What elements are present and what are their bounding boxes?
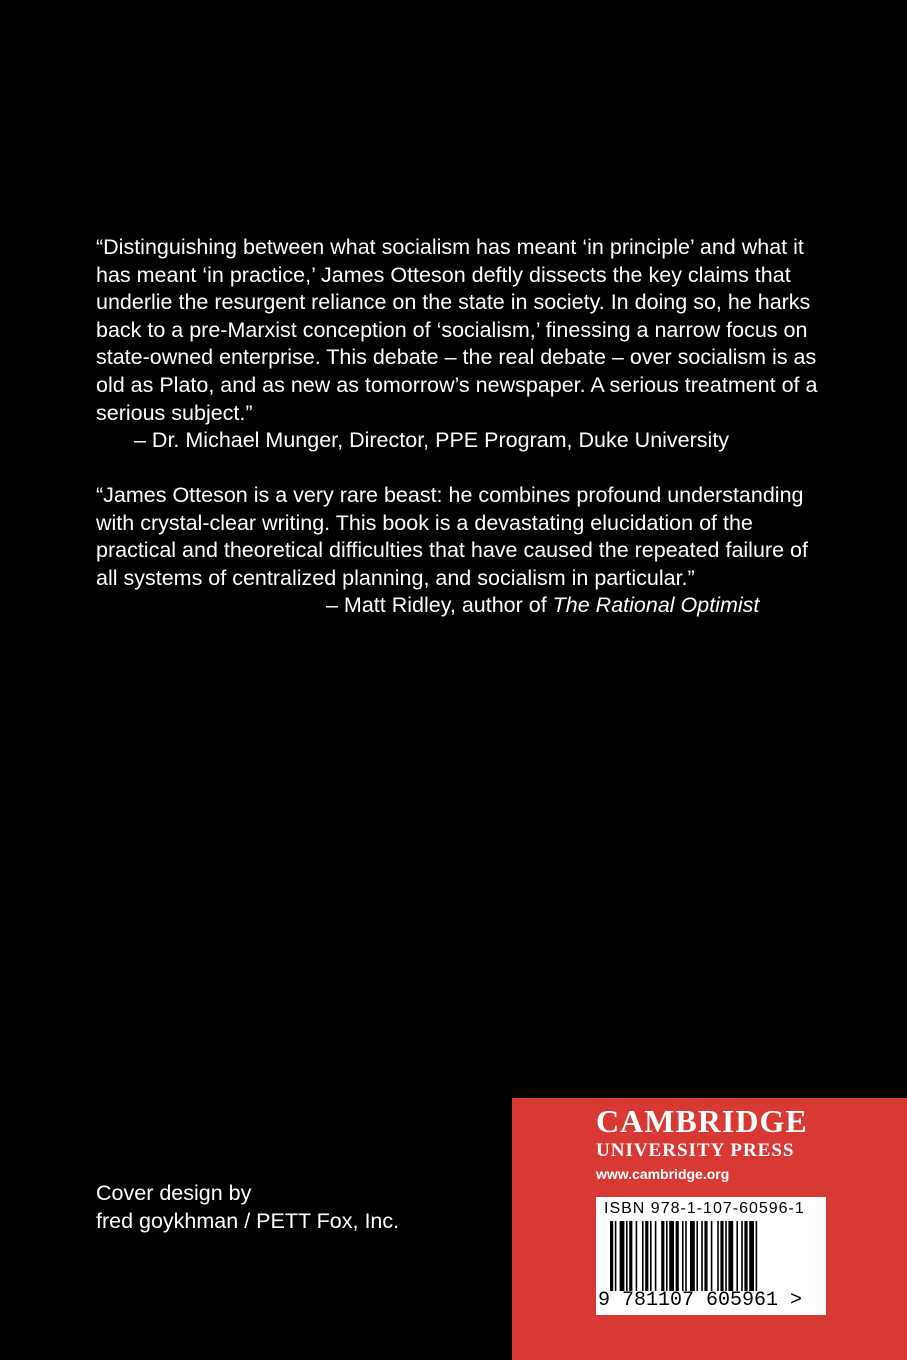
- quote-text: “Distinguishing between what socialism has meant ‘in principle’ and what it has meant ‘in practice,’ James Otteson deftly dissects the key claims that underlie the resurgent reliance on the state in society. In doing so, he harks back to a pre-Marxist conception of ‘socialism,’ finessing a narrow focus on state-owned enterprise. This debate – the real debate – over socialism is as old as Plato, and as new as tomorrow’s newspaper. A serious treatment of a serious subject.”: [96, 235, 818, 425]
- attribution-book-title: The Rational Optimist: [552, 593, 760, 618]
- endorsement-quote-ridley: [96, 482, 826, 620]
- quote-attribution: – Dr. Michael Munger, Director, PPE Program, Duke University: [134, 428, 730, 453]
- barcode-bar: [701, 1221, 703, 1291]
- barcode-bar: [629, 1221, 632, 1291]
- barcode-bar: [704, 1221, 707, 1291]
- barcode-bar: [655, 1221, 657, 1291]
- isbn-barcode: [596, 1197, 826, 1315]
- publisher-block: [512, 1098, 907, 1360]
- isbn-text: ISBN 978-1-107-60596-1: [604, 1200, 805, 1217]
- endorsement-quote-munger: [96, 234, 826, 455]
- cover-design-credit: [96, 1179, 399, 1235]
- attribution-author: – Matt Ridley, author of: [326, 593, 553, 618]
- barcode-bar: [696, 1221, 698, 1291]
- barcode-bar: [685, 1221, 687, 1291]
- barcode-digits: 9 781107 605961 >: [598, 1289, 803, 1312]
- barcode-bar: [669, 1221, 674, 1291]
- publisher-url: www.cambridge.org: [596, 1166, 730, 1182]
- barcode-icon: [610, 1221, 810, 1291]
- publisher-subname: UNIVERSITY PRESS: [596, 1140, 795, 1161]
- barcode-bar: [650, 1221, 652, 1291]
- quote-attribution: [96, 592, 826, 620]
- barcode-bar: [725, 1221, 727, 1291]
- publisher-name: CAMBRIDGE: [596, 1103, 808, 1139]
- barcode-bar: [626, 1221, 628, 1291]
- barcode-bar: [636, 1221, 638, 1291]
- barcode-bar: [645, 1221, 648, 1291]
- barcode-bar: [682, 1221, 684, 1291]
- barcode-bar: [711, 1221, 713, 1291]
- barcode-bar: [749, 1221, 754, 1291]
- barcode-bar: [736, 1221, 738, 1291]
- barcode-bar: [756, 1221, 758, 1291]
- quote-text: “James Otteson is a very rare beast: he combines profound understanding with crystal-clear writing. This book is a devastating elucidation of the practical and theoretical difficulties that have caused the repeated failure of all systems of centralized planning, and socialism in particular.”: [96, 483, 808, 590]
- barcode-bar: [717, 1221, 719, 1291]
- barcode-bar: [690, 1221, 695, 1291]
- barcode-bar: [661, 1221, 664, 1291]
- credit-line-2: fred goykhman / PETT Fox, Inc.: [96, 1209, 400, 1233]
- barcode-bar: [620, 1221, 625, 1291]
- barcode-bar: [642, 1221, 644, 1291]
- credit-line-1: Cover design by: [96, 1181, 252, 1205]
- barcode-bar: [728, 1221, 733, 1291]
- barcode-bar: [666, 1221, 668, 1291]
- barcode-bar: [741, 1221, 743, 1291]
- barcode-bar: [720, 1221, 723, 1291]
- barcode-bar: [615, 1221, 617, 1291]
- barcode-bar: [744, 1221, 747, 1291]
- barcode-bar: [676, 1221, 679, 1291]
- barcode-bar: [610, 1221, 613, 1291]
